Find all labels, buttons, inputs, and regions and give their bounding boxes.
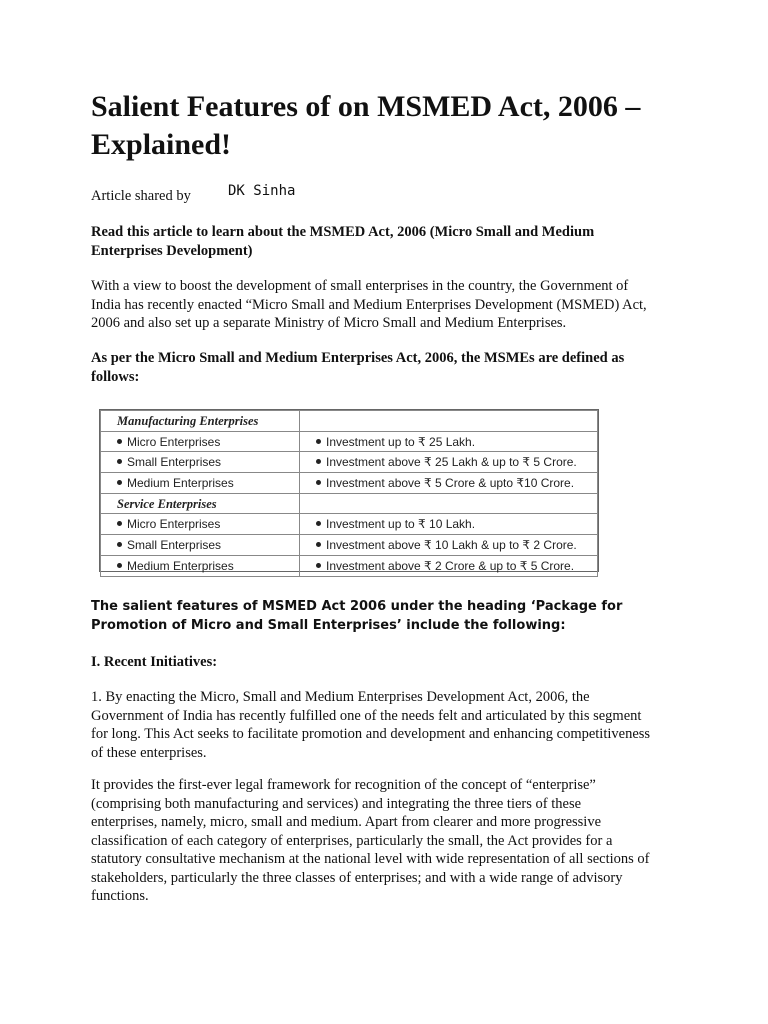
- bullet-icon: [117, 563, 122, 568]
- bullet-icon: [316, 563, 321, 568]
- table-cell-limit: [300, 473, 598, 494]
- paragraph-3: [91, 776, 651, 906]
- service-header: Service Enterprises: [101, 493, 300, 514]
- investment-limit: Investment above ₹ 10 Lakh & up to ₹ 2 Crore.: [326, 537, 577, 552]
- bullet-icon: [316, 521, 321, 526]
- table-cell-type: [101, 452, 300, 473]
- table-cell-type: [101, 555, 300, 576]
- enterprise-type: Small Enterprises: [127, 537, 222, 552]
- msme-definition-table: [99, 409, 599, 572]
- table-cell-type: [101, 514, 300, 535]
- table-cell-limit: [300, 555, 598, 576]
- paragraph-1-text: With a view to boost the development of small enterprises in the country, the Government of India has recently enacted “Micro Small and Medium Enterprises Development (MSMED) Act, 2006 and also set up a separate Ministry of Micro Small and Medium Enterprises.: [91, 278, 647, 331]
- manufacturing-header: Manufacturing Enterprises: [101, 411, 300, 432]
- table-cell-limit: [300, 535, 598, 556]
- section-heading: [91, 653, 651, 672]
- bullet-icon: [117, 459, 122, 464]
- table-cell-limit: [300, 431, 598, 452]
- table-cell-empty: [300, 411, 598, 432]
- table-row: [101, 514, 598, 535]
- byline: [91, 183, 296, 206]
- investment-limit: Investment up to ₹ 25 Lakh.: [326, 434, 476, 449]
- byline-prefix: Article shared by: [91, 188, 191, 204]
- table-cell-limit: [300, 452, 598, 473]
- investment-limit: Investment above ₹ 5 Crore & upto ₹10 Crore.: [326, 475, 575, 490]
- investment-limit: Investment above ₹ 2 Crore & up to ₹ 5 Crore.: [326, 558, 575, 573]
- bullet-icon: [316, 480, 321, 485]
- paragraph-2: [91, 688, 651, 762]
- enterprise-type: Micro Enterprises: [127, 434, 221, 449]
- section-heading-text: I. Recent Initiatives:: [91, 654, 218, 670]
- investment-limit: Investment up to ₹ 10 Lakh.: [326, 517, 476, 532]
- paragraph-2-text: 1. By enacting the Micro, Small and Medium Enterprises Development Act, 2006, the Government of India has recently fulfilled one of the needs felt and articulated by this segment for long. This Act seeks to facilitate promotion and development and enhancing competitiveness of these enterprises.: [91, 689, 651, 761]
- investment-limit: Investment above ₹ 25 Lakh & up to ₹ 5 Crore.: [326, 455, 577, 470]
- msme-table: [100, 410, 598, 577]
- intro-text: Read this article to learn about the MSMED Act, 2006 (Micro Small and Medium Enterprises Development): [91, 224, 595, 259]
- table-cell-type: [101, 535, 300, 556]
- definition-paragraph: [91, 349, 651, 386]
- table-row: [101, 555, 598, 576]
- enterprise-type: Medium Enterprises: [127, 558, 234, 573]
- intro-paragraph: [91, 223, 651, 260]
- paragraph-3-text: It provides the first-ever legal framework for recognition of the concept of “enterprise” (comprising both manufacturing and services) and integrating the three tiers of these enterprises, namely, micro, small and medium. Apart from clearer and more progressive classification of each category of enterprises, particularly the small, the Act provides for a statutory consultative mechanism at the national level with wide representation of all sections of stakeholders, particularly the three classes of enterprises; and with a wide range of advisory functions.: [91, 777, 650, 904]
- table-row: [101, 452, 598, 473]
- table-cell-type: [101, 473, 300, 494]
- table-cell-empty: [300, 493, 598, 514]
- bullet-icon: [316, 459, 321, 464]
- table-cell-limit: [300, 514, 598, 535]
- table-row: [101, 535, 598, 556]
- table-row: [101, 493, 598, 514]
- features-text: The salient features of MSMED Act 2006 under the heading ‘Package for Promotion of Micro and Small Enterprises’ include the following:: [91, 599, 623, 633]
- bullet-icon: [117, 439, 122, 444]
- paragraph-1: [91, 277, 651, 333]
- table-cell-type: [101, 431, 300, 452]
- bullet-icon: [117, 521, 122, 526]
- bullet-icon: [117, 480, 122, 485]
- table-row: [101, 431, 598, 452]
- table-row: [101, 411, 598, 432]
- features-paragraph: [91, 598, 651, 635]
- author-name[interactable]: DK Sinha: [228, 183, 296, 199]
- article-title: Salient Features of on MSMED Act, 2006 – Explained!: [91, 90, 641, 161]
- enterprise-type: Medium Enterprises: [127, 475, 234, 490]
- enterprise-type: Micro Enterprises: [127, 517, 221, 532]
- enterprise-type: Small Enterprises: [127, 455, 222, 470]
- definition-text: As per the Micro Small and Medium Enterprises Act, 2006, the MSMEs are defined as follows:: [91, 350, 625, 385]
- bullet-icon: [117, 542, 122, 547]
- table-row: [101, 473, 598, 494]
- bullet-icon: [316, 439, 321, 444]
- bullet-icon: [316, 542, 321, 547]
